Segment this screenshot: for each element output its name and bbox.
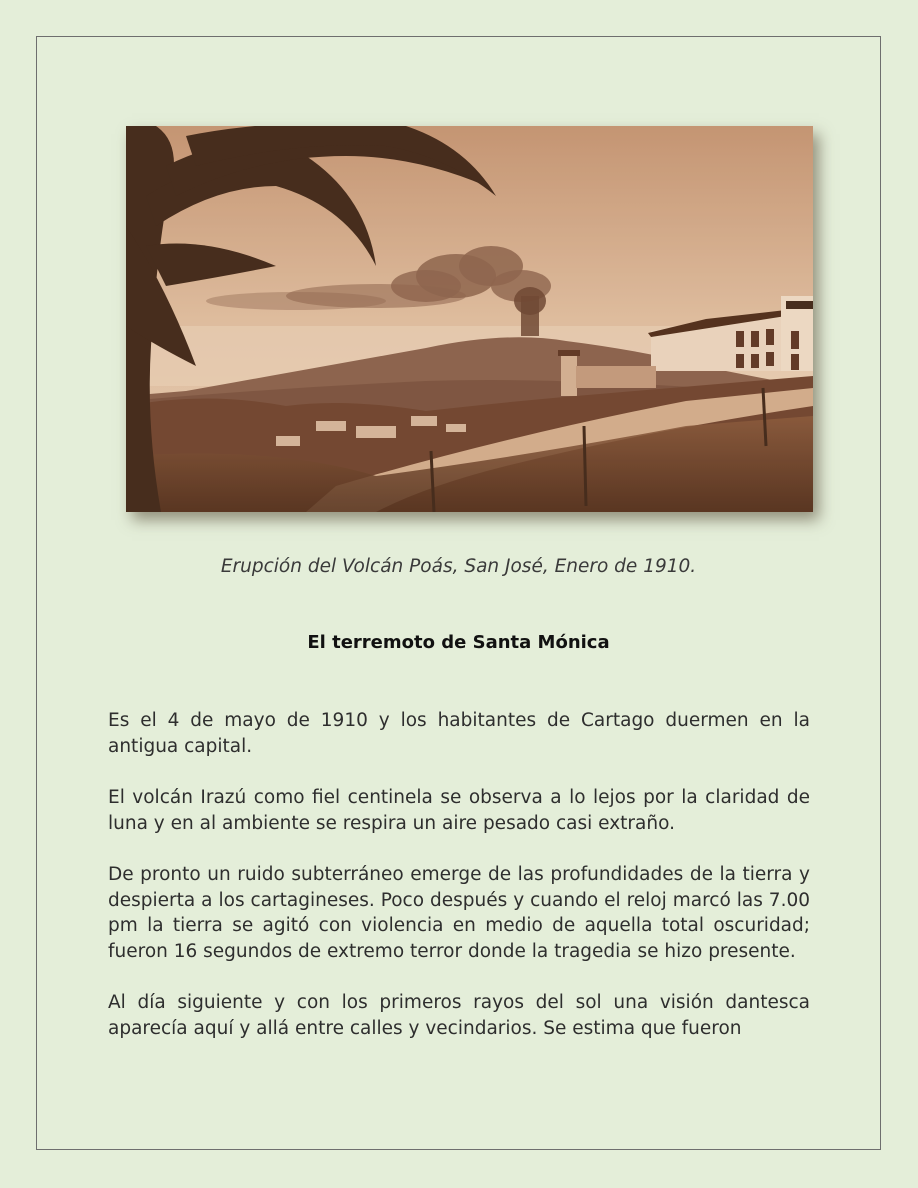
photo-caption: Erupción del Volcán Poás, San José, Enero de 1910. (220, 556, 697, 577)
paragraph: Es el 4 de mayo de 1910 y los habitantes de Cartago duermen en la antigua capital. (108, 710, 810, 757)
volcano-photo (126, 126, 813, 512)
volcano-photo-illustration (126, 126, 813, 512)
article-heading: El terremoto de Santa Mónica (307, 632, 610, 653)
paragraph: Al día siguiente y con los primeros rayos del sol una visión dantesca aparecía aquí y allá entre calles y vecindarios. Se estima que fueron (108, 992, 810, 1039)
paragraph: De pronto un ruido subterráneo emerge de las profundidades de la tierra y despierta a los cartagineses. Poco después y cuando el reloj marcó las 7.00 pm la tierra se agitó con violencia en medio de aquella total oscuridad; fueron 16 segundos de extremo terror donde la tragedia se hizo presente. (108, 864, 810, 962)
article-body (108, 708, 810, 1067)
paragraph: El volcán Irazú como fiel centinela se observa a lo lejos por la claridad de luna y en al ambiente se respira un aire pesado casi extraño. (108, 787, 810, 834)
